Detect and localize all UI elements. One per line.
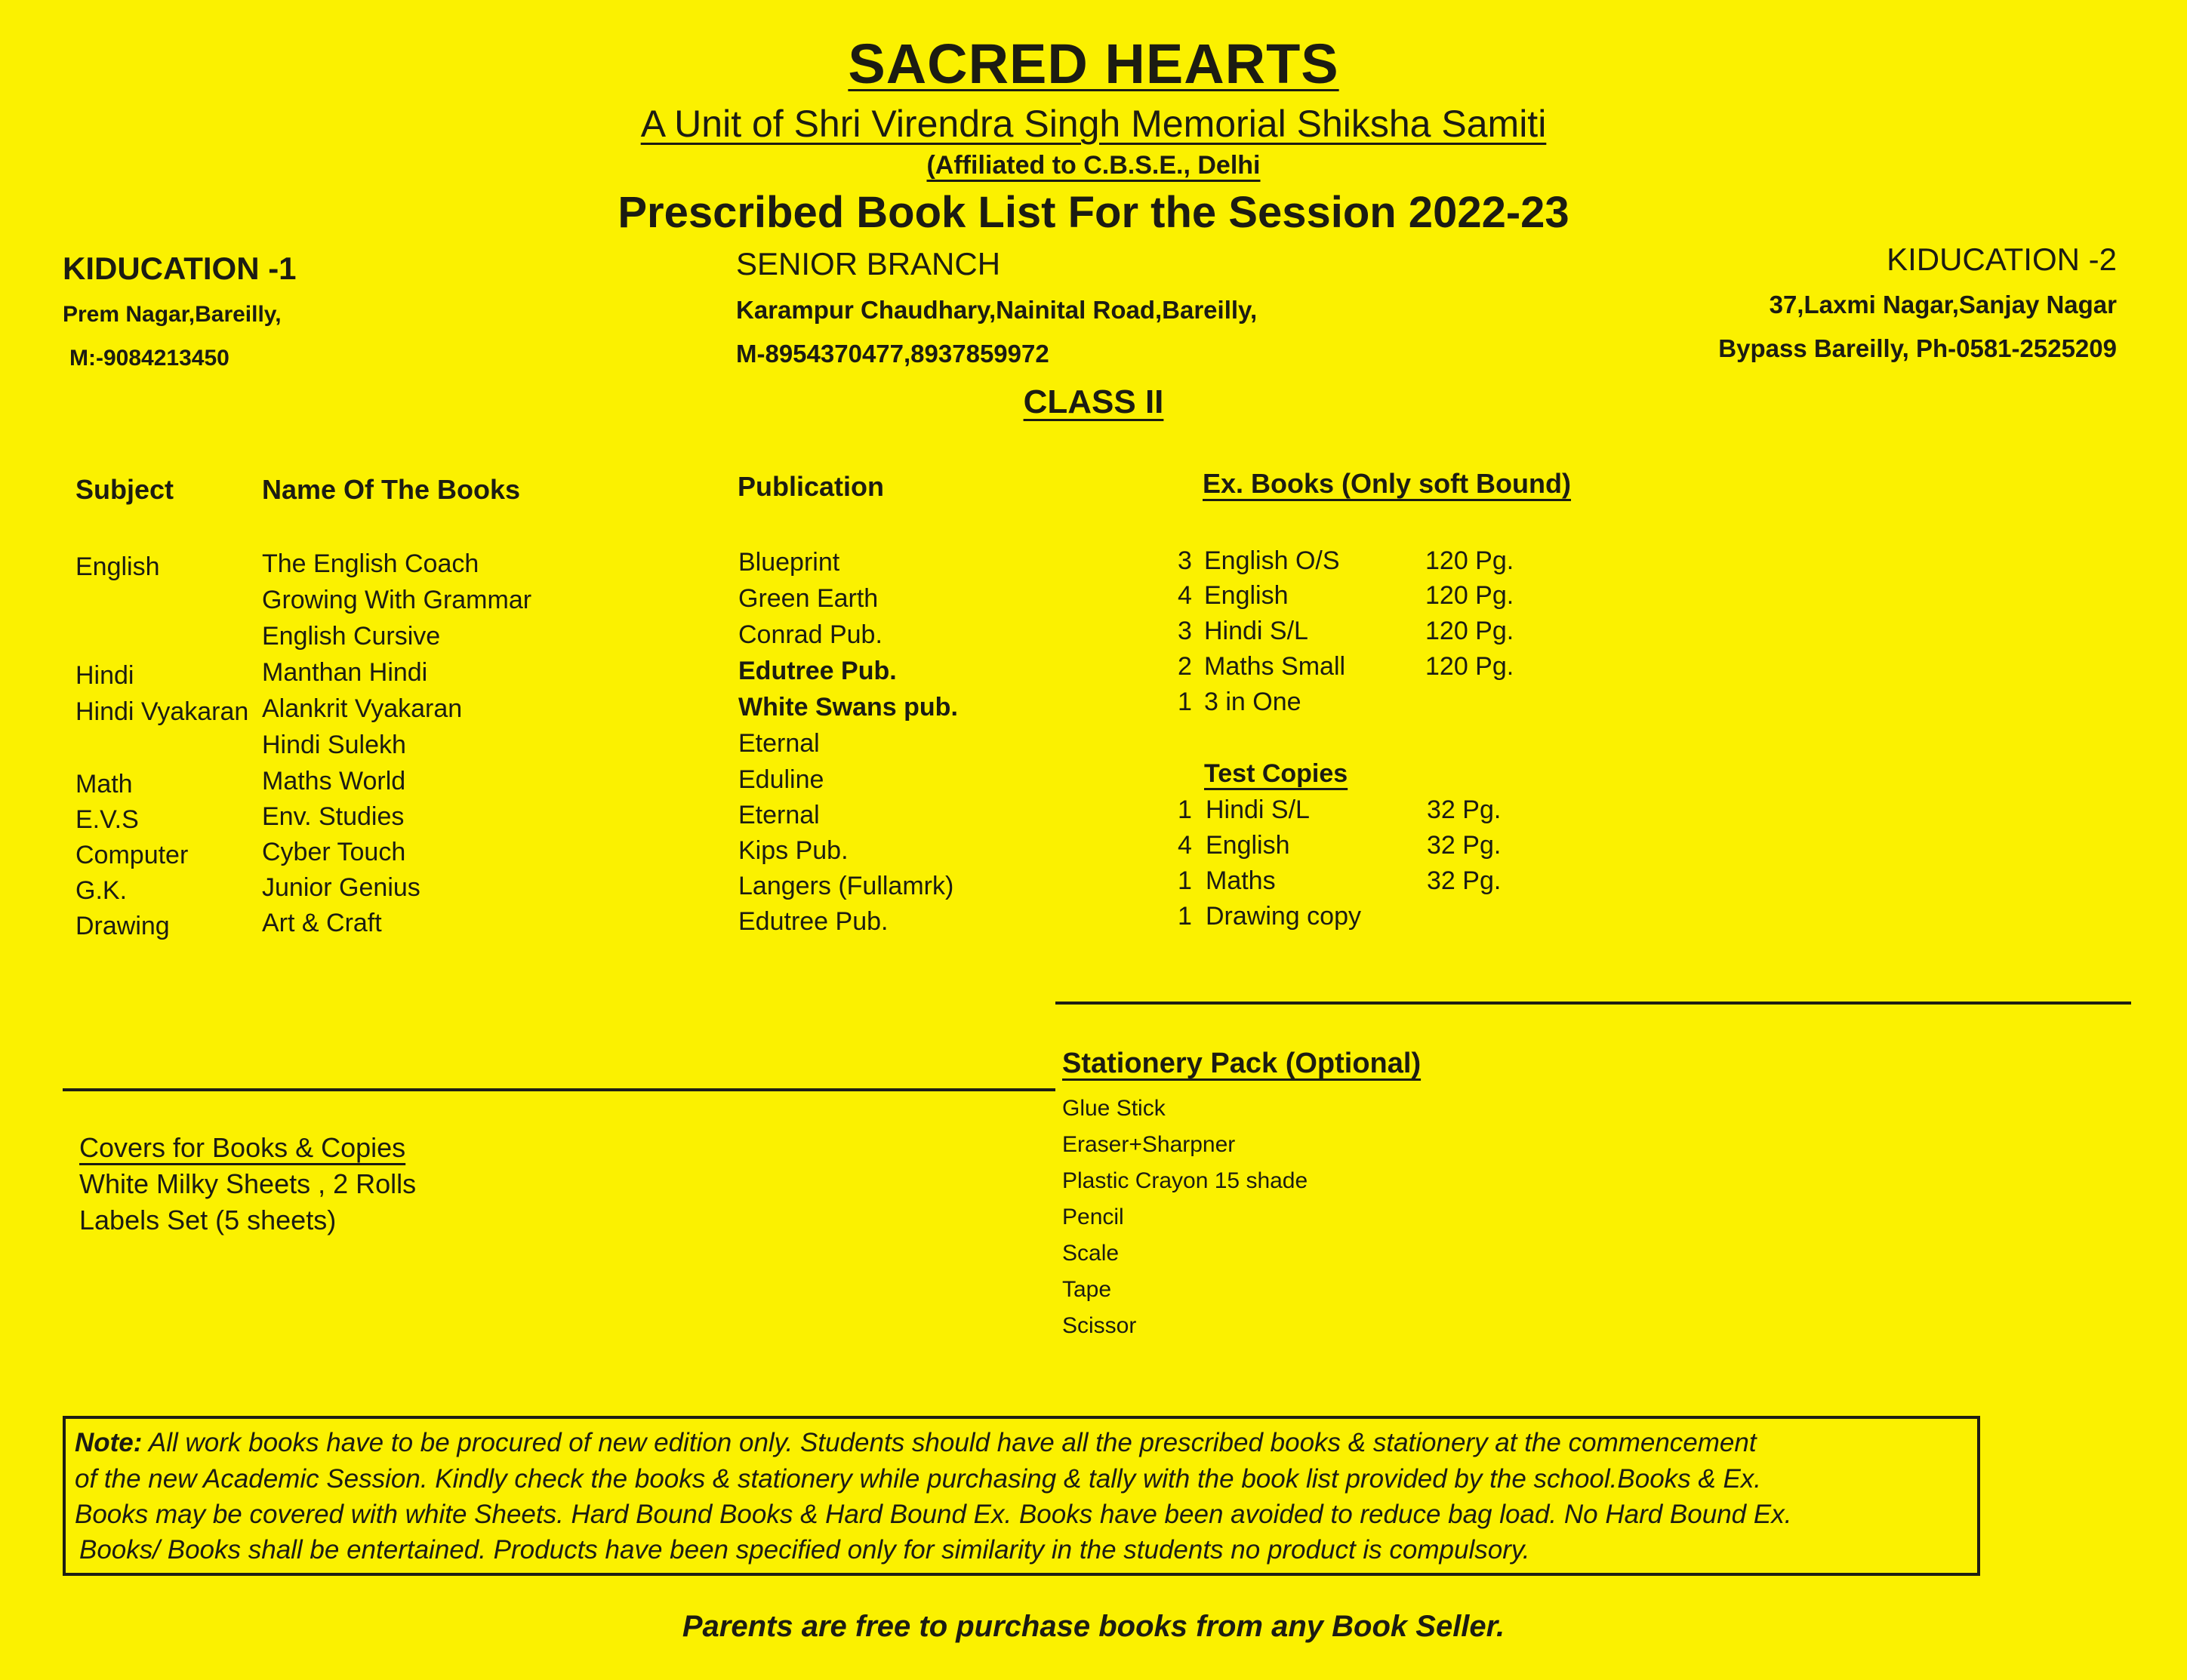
row-book-name: The English Coach [262, 549, 479, 578]
branch-right-address: 37,Laxmi Nagar,Sanjay Nagar [1769, 291, 2117, 318]
row-publication: Conrad Pub. [738, 620, 883, 649]
stationery-title: Stationery Pack (Optional) [1062, 1048, 1422, 1079]
test-copy-qty: 4 [1178, 831, 1192, 860]
row-publication: Langers (Fullamrk) [738, 872, 954, 900]
stationery-item: Plastic Crayon 15 shade [1062, 1168, 1308, 1193]
row-publication: Kips Pub. [738, 836, 849, 865]
row-publication: White Swans pub. [738, 693, 958, 722]
branch-right-phone: Bypass Bareilly, Ph-0581-2525209 [1718, 334, 2117, 362]
row-subject: Hindi Vyakaran [75, 697, 249, 726]
note-box [63, 1416, 1980, 1576]
test-copy-name: English [1206, 831, 1290, 860]
row-book-name: Alankrit Vyakaran [262, 694, 463, 723]
divider-left [63, 1088, 1055, 1091]
covers-line-1: White Milky Sheets , 2 Rolls [79, 1168, 417, 1199]
header-book-name: Name Of The Books [262, 474, 521, 505]
row-publication: Eduline [738, 765, 824, 794]
class-title: CLASS II [1023, 383, 1164, 420]
row-publication: Eternal [738, 801, 820, 829]
ex-book-pages: 120 Pg. [1425, 546, 1514, 575]
row-book-name: Hindi Sulekh [262, 731, 406, 759]
row-publication: Edutree Pub. [738, 657, 897, 685]
stationery-item: Scissor [1062, 1313, 1137, 1338]
row-book-name: Growing With Grammar [262, 586, 532, 614]
affiliation-line: (Affiliated to C.B.S.E., Delhi [926, 151, 1261, 180]
ex-book-pages: 120 Pg. [1425, 652, 1514, 681]
ex-book-name: 3 in One [1204, 688, 1301, 716]
row-publication: Blueprint [738, 548, 840, 577]
branch-center-address: Karampur Chaudhary,Nainital Road,Bareilly, [736, 296, 1258, 324]
note-line-3: Books may be covered with white Sheets. Hard Bound Books & Hard Bound Ex. Books have been avoided to reduce bag load. No Hard Bound Ex. [75, 1500, 1792, 1529]
ex-book-pages: 120 Pg. [1425, 617, 1514, 645]
row-book-name: Env. Studies [262, 802, 405, 831]
test-copy-qty: 1 [1178, 902, 1192, 931]
row-publication: Green Earth [738, 584, 879, 613]
row-subject: G.K. [75, 876, 128, 905]
header-subject: Subject [75, 474, 174, 505]
test-copies-title: Test Copies [1204, 759, 1348, 788]
row-subject: Hindi [75, 661, 134, 690]
row-subject: Math [75, 770, 133, 798]
row-subject: English [75, 552, 160, 581]
note-label: Note: [75, 1428, 143, 1457]
stationery-item: Scale [1062, 1241, 1120, 1266]
test-copy-pages: 32 Pg. [1427, 831, 1502, 860]
branch-right-name: KIDUCATION -2 [1887, 242, 2117, 277]
footer-line: Parents are free to purchase books from any Book Seller. [682, 1610, 1505, 1643]
session-title: Prescribed Book List For the Session 2022-23 [618, 188, 1569, 237]
test-copy-name: Drawing copy [1206, 902, 1361, 931]
stationery-item: Eraser+Sharpner [1062, 1132, 1236, 1157]
test-copy-qty: 1 [1178, 795, 1192, 824]
covers-title: Covers for Books & Copies [79, 1132, 406, 1163]
row-book-name: English Cursive [262, 622, 441, 651]
row-subject: Drawing [75, 912, 170, 940]
row-book-name: Manthan Hindi [262, 658, 428, 687]
ex-book-qty: 2 [1178, 652, 1192, 681]
row-subject: E.V.S [75, 805, 139, 834]
note-line-1 [75, 1428, 1757, 1458]
note-line-4: Books/ Books shall be entertained. Products have been specified only for similarity in the students no product is compulsory. [79, 1535, 1530, 1565]
note-text-1: All work books have to be procured of new edition only. Students should have all the prescribed books & stationery at the commencement [142, 1428, 1757, 1457]
ex-book-qty: 3 [1178, 617, 1192, 645]
ex-book-pages: 120 Pg. [1425, 581, 1514, 610]
test-copy-pages: 32 Pg. [1427, 866, 1502, 895]
ex-book-qty: 1 [1178, 688, 1192, 716]
ex-book-name: Maths Small [1204, 652, 1346, 681]
row-publication: Edutree Pub. [738, 907, 889, 936]
ex-book-qty: 3 [1178, 546, 1192, 575]
test-copy-pages: 32 Pg. [1427, 795, 1502, 824]
test-copy-qty: 1 [1178, 866, 1192, 895]
header-ex-books: Ex. Books (Only soft Bound) [1203, 468, 1572, 499]
school-name: SACRED HEARTS [848, 32, 1339, 95]
note-line-2: of the new Academic Session. Kindly check the books & stationery while purchasing & tally with the book list provided by the school.Books & Ex. [75, 1464, 1762, 1494]
ex-book-name: English O/S [1204, 546, 1340, 575]
header-publication: Publication [738, 471, 885, 502]
test-copy-name: Hindi S/L [1206, 795, 1310, 824]
ex-book-name: Hindi S/L [1204, 617, 1308, 645]
branch-left-phone: M:-9084213450 [69, 346, 229, 371]
divider-right [1055, 1002, 2131, 1005]
branch-left-name: KIDUCATION -1 [63, 251, 297, 286]
ex-book-qty: 4 [1178, 581, 1192, 610]
stationery-item: Tape [1062, 1277, 1112, 1302]
branch-left-address: Prem Nagar,Bareilly, [63, 302, 282, 327]
test-copy-name: Maths [1206, 866, 1276, 895]
row-subject: Computer [75, 841, 189, 869]
row-book-name: Maths World [262, 767, 406, 795]
row-book-name: Cyber Touch [262, 838, 406, 866]
stationery-item: Glue Stick [1062, 1096, 1166, 1121]
row-book-name: Junior Genius [262, 873, 420, 902]
covers-line-2: Labels Set (5 sheets) [79, 1205, 337, 1235]
stationery-item: Pencil [1062, 1205, 1124, 1229]
ex-book-name: English [1204, 581, 1289, 610]
row-book-name: Art & Craft [262, 909, 382, 937]
row-publication: Eternal [738, 729, 820, 758]
branch-center-name: SENIOR BRANCH [736, 246, 1001, 282]
branch-center-phone: M-8954370477,8937859972 [736, 340, 1049, 368]
unit-line: A Unit of Shri Virendra Singh Memorial Shiksha Samiti [640, 103, 1547, 145]
